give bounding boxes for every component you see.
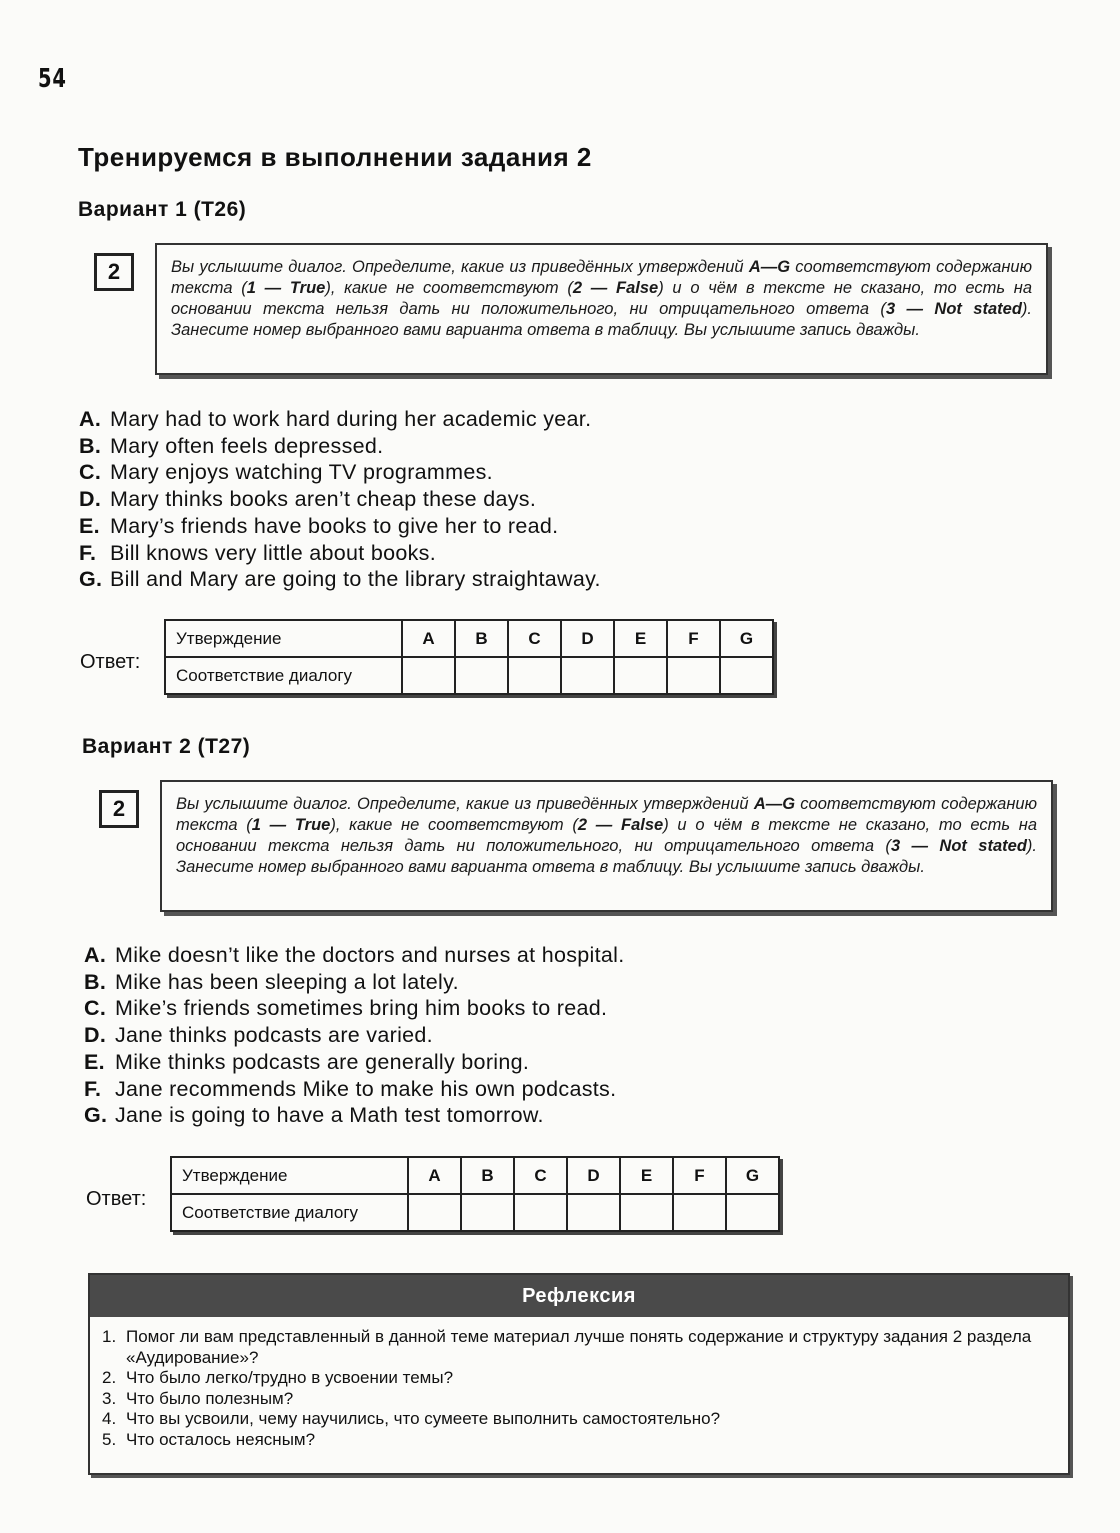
- variant-2-title: Вариант 2 (T27): [82, 735, 251, 758]
- letter-cell: D: [567, 1157, 620, 1194]
- reflection-title: Рефлексия: [90, 1275, 1068, 1317]
- statement-item: E. Mike thinks podcasts are generally boring.: [84, 1049, 530, 1074]
- statement-item: D. Jane thinks podcasts are varied.: [84, 1023, 433, 1048]
- list-item: 4. Что вы усвоили, чему научились, что сумеете выполнить самостоятельно?: [102, 1409, 721, 1428]
- table-row: [165, 657, 773, 694]
- answer-cell[interactable]: [514, 1194, 567, 1231]
- answer-cell[interactable]: [726, 1194, 779, 1231]
- letter-cell: E: [614, 620, 667, 657]
- variant-1-statements: [79, 406, 601, 593]
- statement-item: B. Mary often feels depressed.: [79, 433, 384, 458]
- statement-header-cell: Утверждение: [171, 1157, 408, 1194]
- statement-item: G. Bill and Mary are going to the library straightaway.: [79, 567, 601, 592]
- letter-cell: F: [667, 620, 720, 657]
- list-item: 5. Что осталось неясным?: [102, 1429, 316, 1449]
- answer-cell[interactable]: [455, 657, 508, 694]
- statement-item: F. Jane recommends Mike to make his own podcasts.: [84, 1076, 617, 1101]
- list-item: 3. Что было полезным?: [102, 1388, 294, 1408]
- statement-item: F. Bill knows very little about books.: [79, 540, 436, 565]
- statement-item: D. Mary thinks books aren’t cheap these days.: [79, 487, 537, 512]
- statement-item: E. Mary’s friends have books to give her to read.: [79, 513, 559, 538]
- letter-cell: C: [514, 1157, 567, 1194]
- answer-row-label: Соответствие диалогу: [165, 657, 402, 694]
- letter-cell: F: [673, 1157, 726, 1194]
- statement-item: A. Mike doesn’t like the doctors and nurses at hospital.: [84, 943, 625, 967]
- list-item: 2. Что было легко/трудно в усвоении темы?: [102, 1368, 454, 1387]
- answer-cell[interactable]: [614, 657, 667, 694]
- page-title: Тренируемся в выполнении задания 2: [78, 142, 592, 172]
- letter-cell: E: [620, 1157, 673, 1194]
- letter-cell: A: [402, 620, 455, 657]
- variant-2-statements: [84, 942, 624, 1129]
- statement-header-cell: Утверждение: [165, 620, 402, 657]
- letter-cell: B: [461, 1157, 514, 1194]
- list-item: 1. Помог ли вам представленный в данной теме материал лучше понять содержание и структуру задания 2 раздела «Аудирование»?: [102, 1327, 1032, 1367]
- statement-item: C. Mike’s friends sometimes bring him books to read.: [84, 996, 608, 1021]
- variant-1-task-number: 2: [94, 253, 134, 291]
- table-row: [171, 1157, 779, 1194]
- letter-cell: A: [408, 1157, 461, 1194]
- answer-cell[interactable]: [461, 1194, 514, 1231]
- variant-1-title: Вариант 1 (T26): [78, 198, 247, 221]
- answer-cell[interactable]: [667, 657, 720, 694]
- statement-item: C. Mary enjoys watching TV programmes.: [79, 460, 493, 485]
- statement-item: A. Mary had to work hard during her academic year.: [79, 407, 592, 431]
- variant-2-answer-table: [170, 1156, 780, 1232]
- letter-cell: B: [455, 620, 508, 657]
- statement-item: G. Jane is going to have a Math test tomorrow.: [84, 1103, 544, 1128]
- reflection-box: [88, 1273, 1070, 1475]
- table-row: [171, 1194, 779, 1231]
- letter-cell: C: [508, 620, 561, 657]
- table-row: [165, 620, 773, 657]
- reflection-list: [90, 1317, 1068, 1450]
- variant-2-instruction: Вы услышите диалог. Определите, какие из приведённых утверждений A—G соответствуют содержанию текста (1 — True), какие не соответствуют (2 — False) и о чём в тексте не сказано, то есть на основании текста нельзя дать ни положительного, ни отрицательного ответа (3 — Not stated). Занесите номер выбранного вами варианта ответа в таблицу. Вы услышите запись дважды.: [160, 780, 1053, 912]
- answer-cell[interactable]: [402, 657, 455, 694]
- variant-2-task-number: 2: [99, 790, 139, 828]
- answer-cell[interactable]: [673, 1194, 726, 1231]
- variant-1-answer-label: Ответ:: [80, 651, 141, 673]
- answer-cell[interactable]: [620, 1194, 673, 1231]
- answer-cell[interactable]: [508, 657, 561, 694]
- variant-2-answer-label: Ответ:: [86, 1188, 147, 1210]
- answer-cell[interactable]: [561, 657, 614, 694]
- statement-item: B. Mike has been sleeping a lot lately.: [84, 969, 459, 994]
- answer-cell[interactable]: [567, 1194, 620, 1231]
- page-number: 54: [38, 64, 67, 94]
- variant-1-instruction: Вы услышите диалог. Определите, какие из приведённых утверждений A—G соответствуют содержанию текста (1 — True), какие не соответствуют (2 — False) и о чём в тексте не сказано, то есть на основании текста нельзя дать ни положительного, ни отрицательного ответа (3 — Not stated). Занесите номер выбранного вами варианта ответа в таблицу. Вы услышите запись дважды.: [155, 243, 1048, 375]
- answer-cell[interactable]: [408, 1194, 461, 1231]
- letter-cell: G: [720, 620, 773, 657]
- variant-1-answer-table: [164, 619, 774, 695]
- letter-cell: D: [561, 620, 614, 657]
- answer-row-label: Соответствие диалогу: [171, 1194, 408, 1231]
- letter-cell: G: [726, 1157, 779, 1194]
- answer-cell[interactable]: [720, 657, 773, 694]
